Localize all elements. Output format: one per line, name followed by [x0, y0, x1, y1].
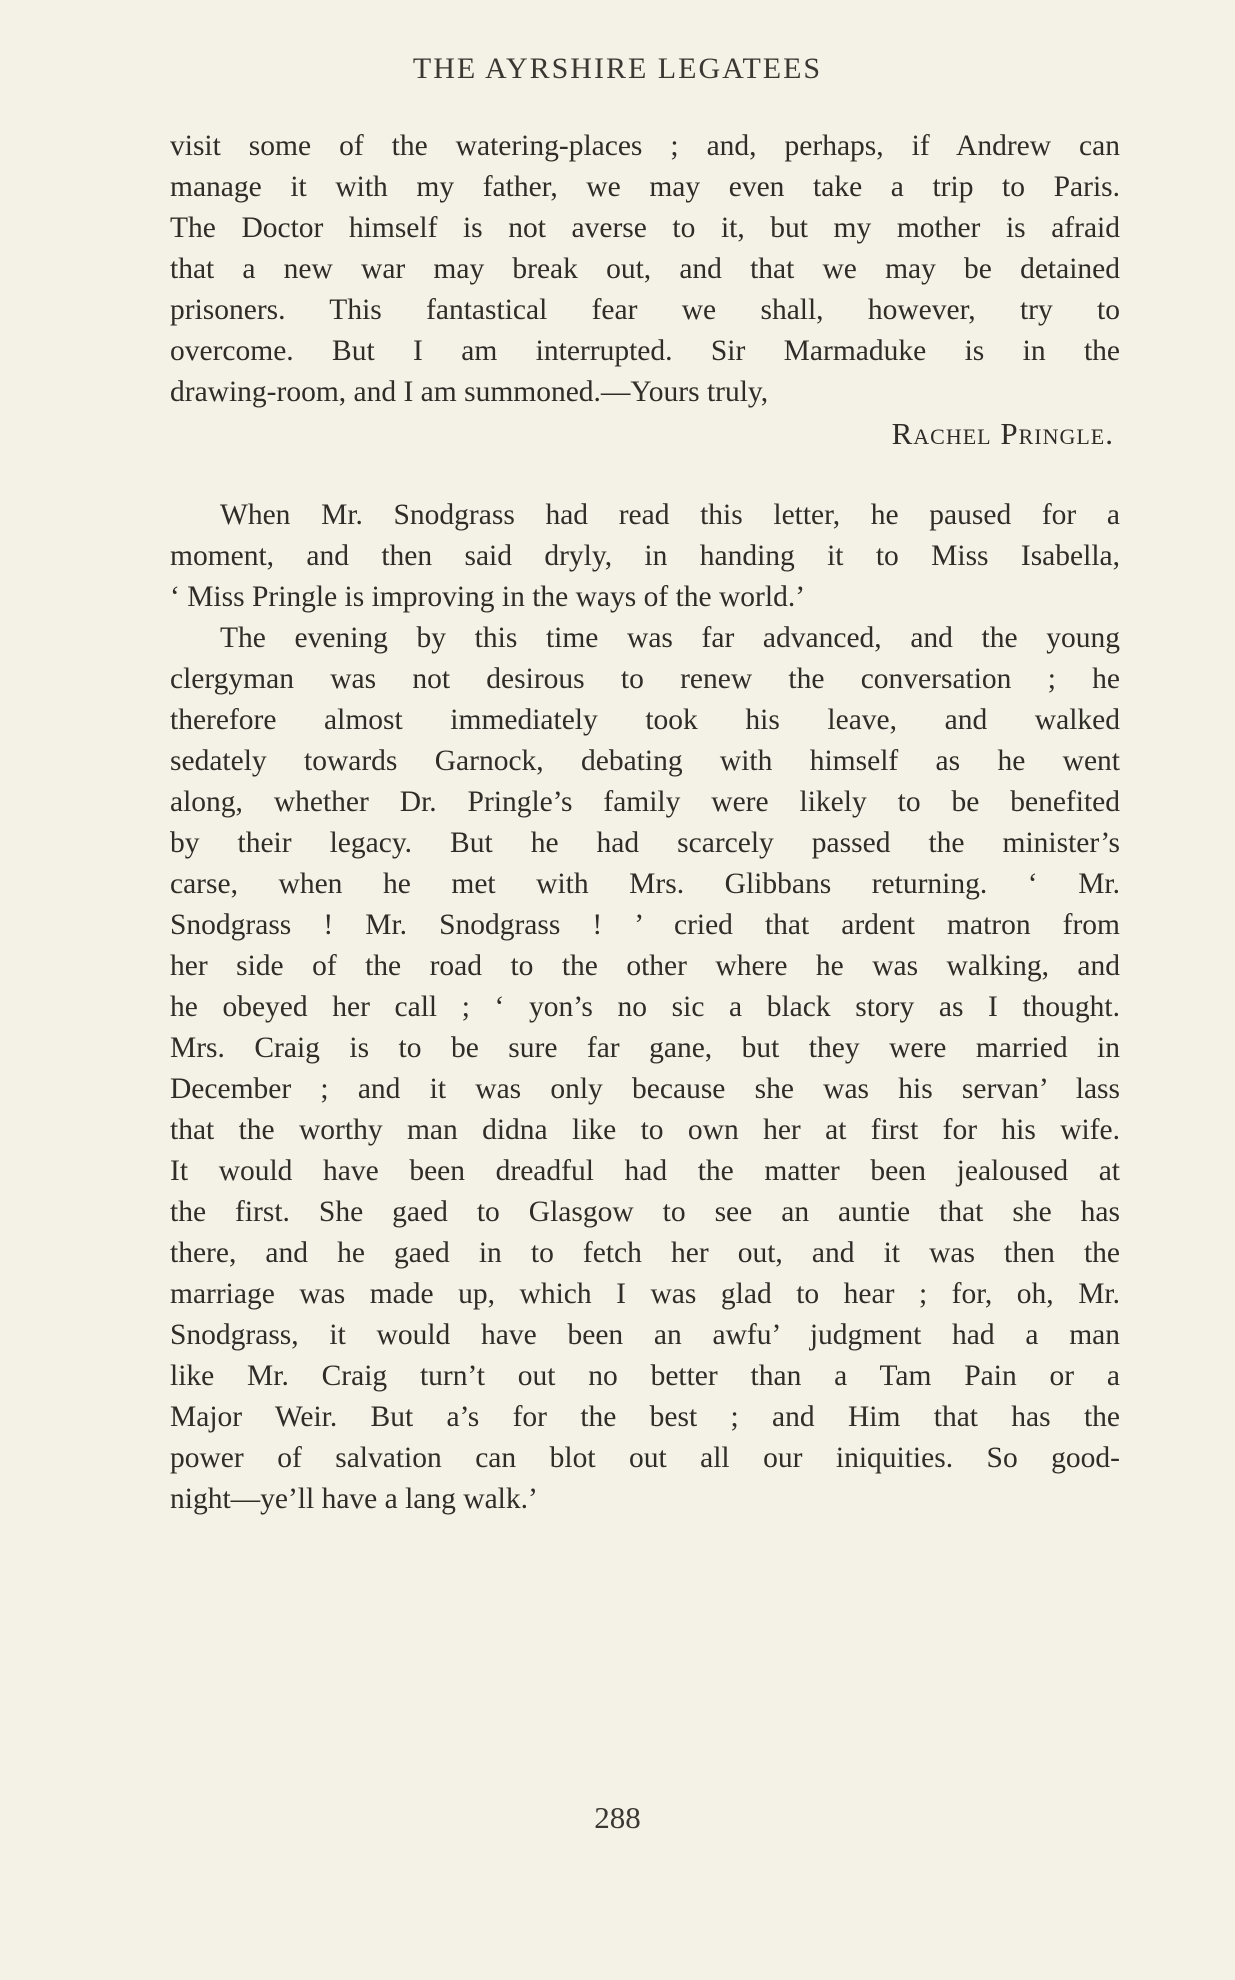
- text-line: It would have been dreadful had the matter been jealoused at: [170, 1155, 1120, 1187]
- text-line: prisoners. This fantastical fear we shall, however, try to: [170, 294, 1120, 326]
- text-line: therefore almost immediately took his leave, and walked: [170, 704, 1120, 736]
- paragraph: [170, 495, 1120, 618]
- paragraph: [170, 618, 1120, 1520]
- text-line: ‘ Miss Pringle is improving in the ways of the world.’: [170, 581, 806, 613]
- text-line: overcome. But I am interrupted. Sir Marmaduke is in the: [170, 335, 1120, 367]
- text-line: the first. She gaed to Glasgow to see an auntie that she has: [170, 1196, 1120, 1228]
- text-line: manage it with my father, we may even take a trip to Paris.: [170, 171, 1120, 203]
- text-line: Major Weir. But a’s for the best ; and Him that has the: [170, 1401, 1120, 1433]
- text-line: Snodgrass, it would have been an awfu’ judgment had a man: [170, 1319, 1120, 1351]
- body-text: [170, 126, 1120, 1520]
- text-line: that a new war may break out, and that we may be detained: [170, 253, 1120, 285]
- running-head: THE AYRSHIRE LEGATEES: [412, 52, 823, 85]
- text-line: carse, when he met with Mrs. Glibbans returning. ‘ Mr.: [170, 868, 1120, 900]
- text-line: power of salvation can blot out all our iniquities. So good-: [170, 1442, 1120, 1474]
- text-line: marriage was made up, which I was glad to hear ; for, oh, Mr.: [170, 1278, 1120, 1310]
- letter-signature: Rachel Pringle.: [891, 416, 1114, 451]
- text-line: December ; and it was only because she was his servan’ lass: [170, 1073, 1120, 1105]
- section-gap: [170, 454, 1120, 495]
- text-line: visit some of the watering-places ; and, perhaps, if Andrew can: [170, 130, 1120, 162]
- text-line: The evening by this time was far advanced, and the young: [220, 622, 1120, 654]
- text-line: When Mr. Snodgrass had read this letter, he paused for a: [220, 499, 1120, 531]
- text-line: he obeyed her call ; ‘ yon’s no sic a black story as I thought.: [170, 991, 1120, 1023]
- text-line: Snodgrass ! Mr. Snodgrass ! ’ cried that ardent matron from: [170, 909, 1120, 941]
- text-line: clergyman was not desirous to renew the conversation ; he: [170, 663, 1120, 695]
- text-line: that the worthy man didna like to own her at first for his wife.: [170, 1114, 1120, 1146]
- text-line: there, and he gaed in to fetch her out, and it was then the: [170, 1237, 1120, 1269]
- text-line: night—ye’ll have a lang walk.’: [170, 1483, 538, 1515]
- text-line: drawing-room, and I am summoned.—Yours truly,: [170, 376, 769, 408]
- page-number: 288: [594, 1800, 641, 1835]
- text-line: by their legacy. But he had scarcely passed the minister’s: [170, 827, 1120, 859]
- letter-closing: [170, 126, 1120, 454]
- text-line: The Doctor himself is not averse to it, but my mother is afraid: [170, 212, 1120, 244]
- text-line: moment, and then said dryly, in handing it to Miss Isabella,: [170, 540, 1120, 572]
- text-line: sedately towards Garnock, debating with himself as he went: [170, 745, 1120, 777]
- text-line: Mrs. Craig is to be sure far gane, but they were married in: [170, 1032, 1120, 1064]
- text-line: like Mr. Craig turn’t out no better than a Tam Pain or a: [170, 1360, 1120, 1392]
- text-line: her side of the road to the other where he was walking, and: [170, 950, 1120, 982]
- text-line: along, whether Dr. Pringle’s family were likely to be benefited: [170, 786, 1120, 818]
